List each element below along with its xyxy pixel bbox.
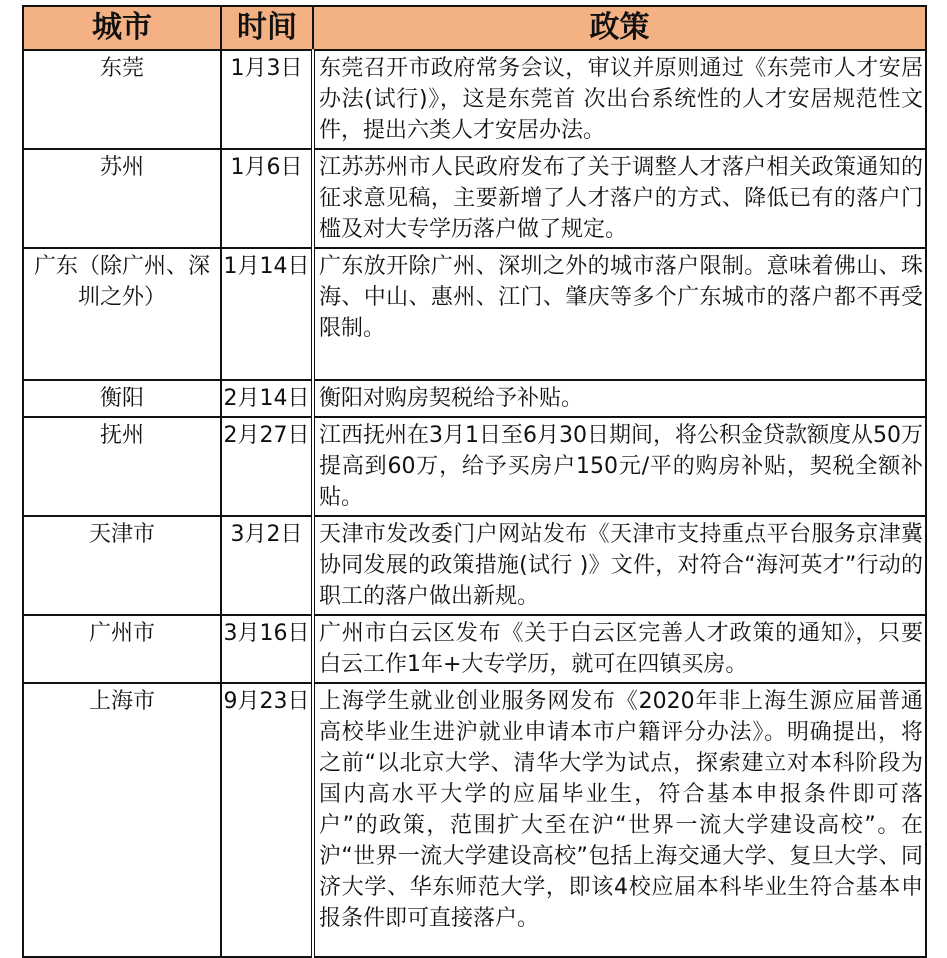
row-city: 东莞 [23,50,221,149]
row-city: 衡阳 [23,380,221,417]
row-city: 抚州 [23,417,221,516]
row-city: 苏州 [23,149,221,248]
row-city: 天津市 [23,516,221,615]
table-row [23,683,926,957]
row-policy: 上海学生就业创业服务网发布《2020年非上海生源应届普通高校毕业生进沪就业申请本市户籍评分办法》。明确提出，将之前“以北京大学、清华大学为试点，探索建立对本科阶段为国内高水平大学的应届毕业生，符合基本申报条件即可落户”的政策，范围扩大至在沪“世界一流大学建设高校”。在沪“世界一流大学建设高校”包括上海交通大学、复旦大学、同济大学、华东师范大学，即该4校应届本科毕业生符合基本申报条件即可直接落户。 [313,683,926,957]
row-date: 1月6日 [221,149,313,248]
row-date: 1月3日 [221,50,313,149]
table-row [23,516,926,615]
policy-table [22,5,927,958]
row-policy: 江西抚州在3月1日至6月30日期间，将公积金贷款额度从50万提高到60万，给予买房户150元/平的购房补贴，契税全额补贴。 [313,417,926,516]
row-date: 3月2日 [221,516,313,615]
table-row [23,149,926,248]
table-row [23,615,926,683]
row-date: 2月14日 [221,380,313,417]
table-row [23,248,926,380]
header-city: 城市 [23,6,221,50]
row-date: 2月27日 [221,417,313,516]
row-policy: 广东放开除广州、深圳之外的城市落户限制。意味着佛山、珠海、中山、惠州、江门、肇庆等多个广东城市的落户都不再受限制。 [313,248,926,380]
row-policy: 江苏苏州市人民政府发布了关于调整人才落户相关政策通知的征求意见稿，主要新增了人才落户的方式、降低已有的落户门槛及对大专学历落户做了规定。 [313,149,926,248]
table-header-row [23,6,926,50]
header-time: 时间 [221,6,313,50]
row-policy: 东莞召开市政府常务会议，审议并原则通过《东莞市人才安居办法(试行)》，这是东莞首 次出台系统性的人才安居规范性文件，提出六类人才安居办法。 [313,50,926,149]
header-policy: 政策 [313,6,926,50]
row-policy: 广州市白云区发布《关于白云区完善人才政策的通知》，只要白云工作1年+大专学历，就可在四镇买房。 [313,615,926,683]
row-policy: 天津市发改委门户网站发布《天津市支持重点平台服务京津冀协同发展的政策措施(试行 )》文件，对符合“海河英才”行动的职工的落户做出新规。 [313,516,926,615]
row-city: 上海市 [23,683,221,957]
table-row [23,380,926,417]
row-city: 广州市 [23,615,221,683]
policy-table-container [22,5,925,947]
row-policy: 衡阳对购房契税给予补贴。 [313,380,926,417]
table-row [23,417,926,516]
table-row [23,50,926,149]
row-date: 3月16日 [221,615,313,683]
row-date: 9月23日 [221,683,313,957]
row-city: 广东（除广州、深圳之外） [23,248,221,380]
row-date: 1月14日 [221,248,313,380]
